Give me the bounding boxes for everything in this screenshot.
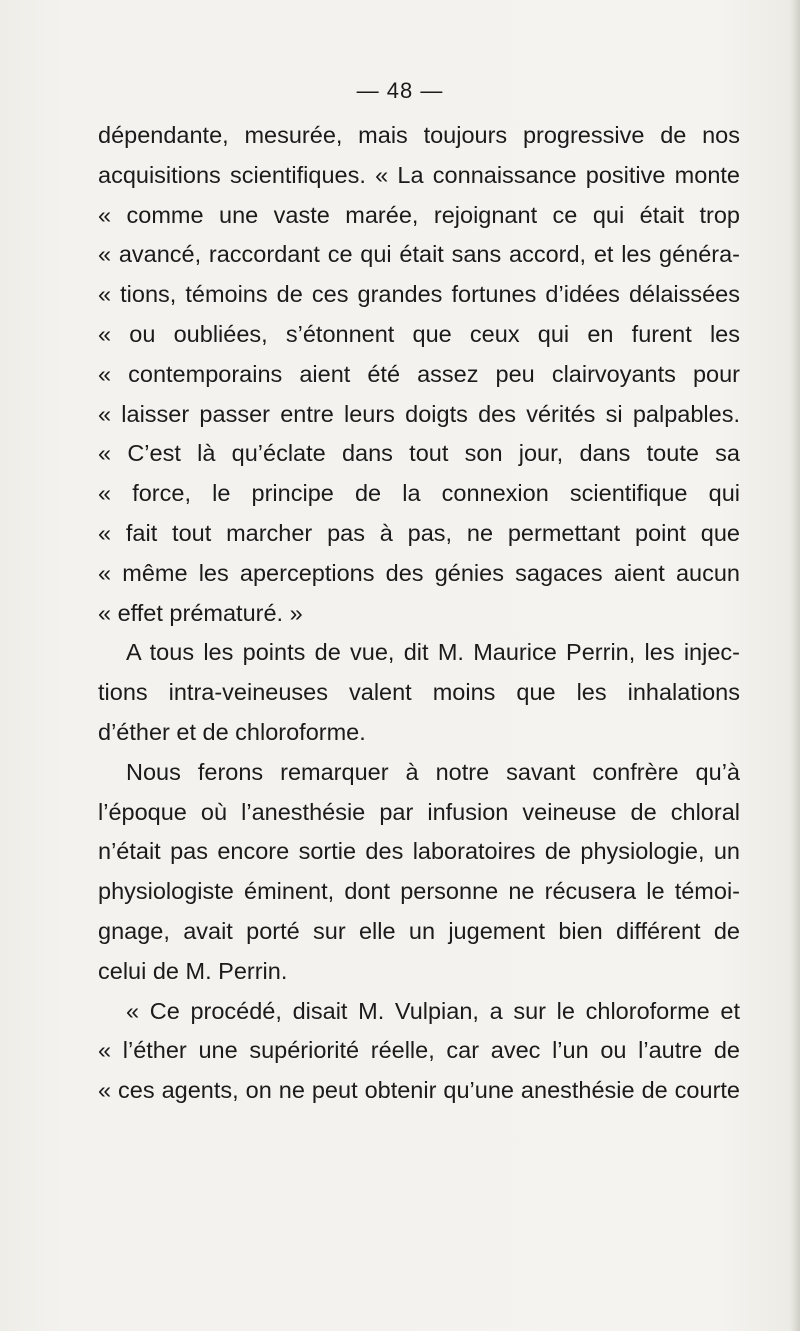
text-line-9: « C’est là qu’éclate dans tout son jour, dans toute sa xyxy=(98,440,740,467)
text-line-3: « comme une vaste marée, rejoignant ce qui était trop xyxy=(98,201,740,228)
text-line-8: « laisser passer entre leurs doigts des vérités si palpables. xyxy=(98,400,740,427)
text-line-14: A tous les points de vue, dit M. Maurice Perrin, les injec- xyxy=(126,639,740,666)
page-edge-shadow xyxy=(790,0,800,1331)
text-line-21: gnage, avait porté sur elle un jugement bien différent de xyxy=(98,917,740,944)
text-line-4: « avancé, raccordant ce qui était sans accord, et les généra- xyxy=(98,241,740,268)
text-line-1: dépendante, mesurée, mais toujours progressive de nos xyxy=(98,122,740,148)
text-line-2: acquisitions scientifiques. « La connaissance positive monte xyxy=(98,161,740,188)
body-text xyxy=(98,116,740,1111)
text-line-15: tions intra-veineuses valent moins que les inhalations xyxy=(98,679,740,706)
text-line-10: « force, le principe de la connexion scientifique qui xyxy=(98,480,740,507)
text-line-25: « ces agents, on ne peut obtenir qu’une anesthésie de courte xyxy=(98,1077,740,1104)
text-line-6: « ou oubliées, s’étonnent que ceux qui en furent les xyxy=(98,320,740,347)
text-line-17: Nous ferons remarquer à notre savant confrère qu’à xyxy=(126,758,740,785)
text-line-20: physiologiste éminent, dont personne ne récusera le témoi- xyxy=(98,878,740,905)
text-line-7: « contemporains aient été assez peu clairvoyants pour xyxy=(98,360,740,387)
text-line-18: l’époque où l’anesthésie par infusion veineuse de chloral xyxy=(98,798,740,825)
text-line-5: « tions, témoins de ces grandes fortunes d’idées délaissées xyxy=(98,281,740,308)
text-line-22: celui de M. Perrin. xyxy=(98,957,288,984)
text-line-11: « fait tout marcher pas à pas, ne permettant point que xyxy=(98,519,740,546)
text-line-13: « effet prématuré. » xyxy=(98,599,303,626)
page-number: — 48 — xyxy=(356,78,444,103)
text-line-24: « l’éther une supériorité réelle, car avec l’un ou l’autre de xyxy=(98,1037,740,1064)
text-line-23: « Ce procédé, disait M. Vulpian, a sur le chloroforme et xyxy=(126,997,740,1024)
text-line-12: « même les aperceptions des génies sagaces aient aucun xyxy=(98,559,740,586)
text-line-19: n’était pas encore sortie des laboratoires de physiologie, un xyxy=(98,838,740,865)
text-line-16: d’éther et de chloroforme. xyxy=(98,718,366,745)
